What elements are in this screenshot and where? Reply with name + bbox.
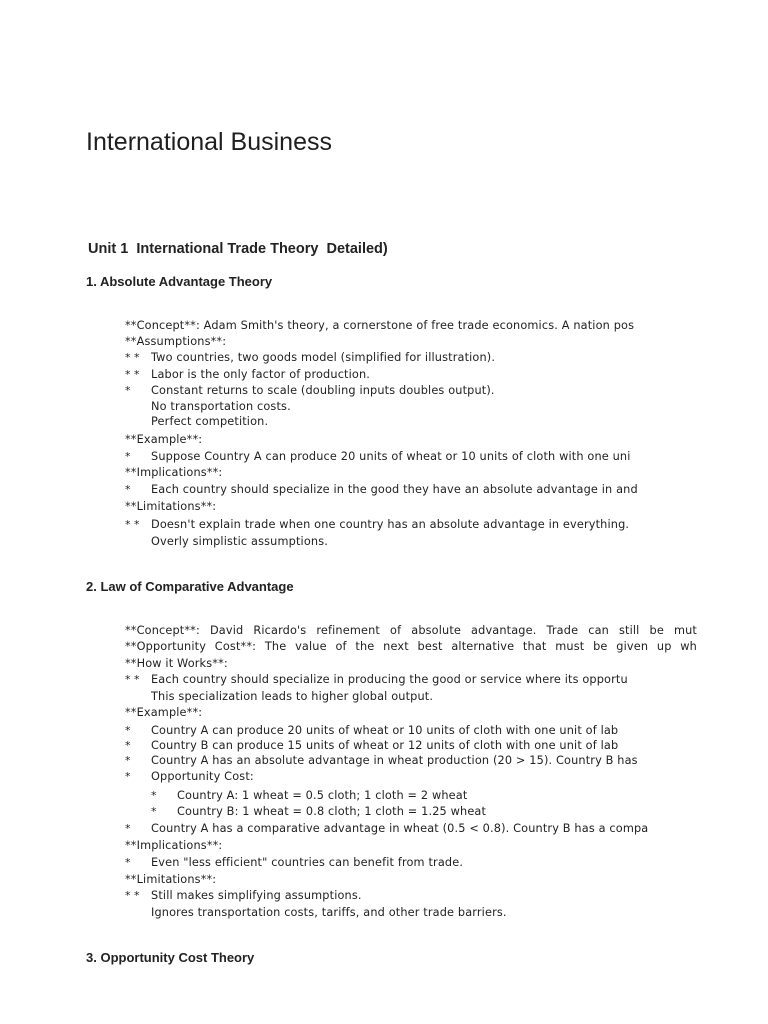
list-item-continuation: Overly simplistic assumptions. bbox=[151, 535, 328, 548]
list-item: Doesn't explain trade when one country has an absolute advantage in everything. bbox=[151, 518, 630, 531]
sub-bullet-marker: * bbox=[151, 805, 157, 818]
list-item: Suppose Country A can produce 20 units of wheat or 10 units of cloth with one uni bbox=[151, 450, 631, 463]
example-label: **Example**: bbox=[125, 433, 203, 446]
implications-label: **Implications**: bbox=[125, 839, 223, 852]
list-item: Even "less efficient" countries can benefit from trade. bbox=[151, 856, 464, 869]
list-item: Country A has a comparative advantage in wheat (0.5 < 0.8). Country B has a compa bbox=[151, 822, 649, 835]
list-item: Opportunity Cost: bbox=[151, 770, 254, 783]
bullet-marker: * bbox=[125, 483, 131, 496]
bullet-marker: * * bbox=[125, 673, 140, 686]
bullet-marker: * bbox=[125, 739, 131, 752]
list-item: Two countries, two goods model (simplified for illustration). bbox=[151, 351, 496, 364]
list-item-continuation: Perfect competition. bbox=[151, 415, 269, 428]
list-item: Each country should specialize in producing the good or service where its opportu bbox=[151, 673, 628, 686]
bullet-marker: * bbox=[125, 724, 131, 737]
example-label: **Example**: bbox=[125, 706, 203, 719]
bullet-marker: * * bbox=[125, 518, 140, 531]
list-item: Still makes simplifying assumptions. bbox=[151, 889, 362, 902]
unit-heading: Unit 1 International Trade Theory Detailed) bbox=[88, 241, 388, 257]
bullet-marker: * bbox=[125, 770, 131, 783]
section-heading-opportunity-cost: 3. Opportunity Cost Theory bbox=[86, 950, 255, 965]
bullet-marker: * bbox=[125, 450, 131, 463]
bullet-marker: * * bbox=[125, 889, 140, 902]
limitations-label: **Limitations**: bbox=[125, 500, 217, 513]
list-item: Constant returns to scale (doubling inputs doubles output). bbox=[151, 384, 495, 397]
bullet-marker: * bbox=[125, 384, 131, 397]
list-item-continuation: Ignores transportation costs, tariffs, and other trade barriers. bbox=[151, 906, 507, 919]
sub-bullet-marker: * bbox=[151, 789, 157, 802]
bullet-marker: * bbox=[125, 856, 131, 869]
list-item: Country A can produce 20 units of wheat or 10 units of cloth with one unit of lab bbox=[151, 724, 619, 737]
list-item-continuation: No transportation costs. bbox=[151, 400, 291, 413]
bullet-marker: * bbox=[125, 754, 131, 767]
list-item: Labor is the only factor of production. bbox=[151, 368, 371, 381]
limitations-label: **Limitations**: bbox=[125, 873, 217, 886]
section-heading-comparative-advantage: 2. Law of Comparative Advantage bbox=[86, 579, 294, 594]
implications-label: **Implications**: bbox=[125, 466, 223, 479]
list-item: Country B can produce 15 units of wheat or 12 units of cloth with one unit of lab bbox=[151, 739, 619, 752]
list-item: Country A has an absolute advantage in wheat production (20 > 15). Country B has bbox=[151, 754, 638, 767]
bullet-marker: * * bbox=[125, 368, 140, 381]
list-item-continuation: This specialization leads to higher global output. bbox=[151, 690, 434, 703]
concept-line: **Concept**: David Ricardo's refinement of absolute advantage. Trade can still be mut bbox=[125, 624, 697, 637]
assumptions-label: **Assumptions**: bbox=[125, 335, 227, 348]
how-it-works-label: **How it Works**: bbox=[125, 657, 228, 670]
document-title: International Business bbox=[86, 128, 332, 156]
list-item: Each country should specialize in the good they have an absolute advantage in and bbox=[151, 483, 638, 496]
sub-list-item: Country A: 1 wheat = 0.5 cloth; 1 cloth = 2 wheat bbox=[177, 789, 468, 802]
bullet-marker: * * bbox=[125, 351, 140, 364]
section-heading-absolute-advantage: 1. Absolute Advantage Theory bbox=[86, 274, 273, 289]
concept-line: **Concept**: Adam Smith's theory, a cornerstone of free trade economics. A nation pos bbox=[125, 319, 635, 332]
bullet-marker: * bbox=[125, 822, 131, 835]
opportunity-cost-line: **Opportunity Cost**: The value of the next best alternative that must be given up wh bbox=[125, 640, 697, 653]
sub-list-item: Country B: 1 wheat = 0.8 cloth; 1 cloth = 1.25 wheat bbox=[177, 805, 487, 818]
